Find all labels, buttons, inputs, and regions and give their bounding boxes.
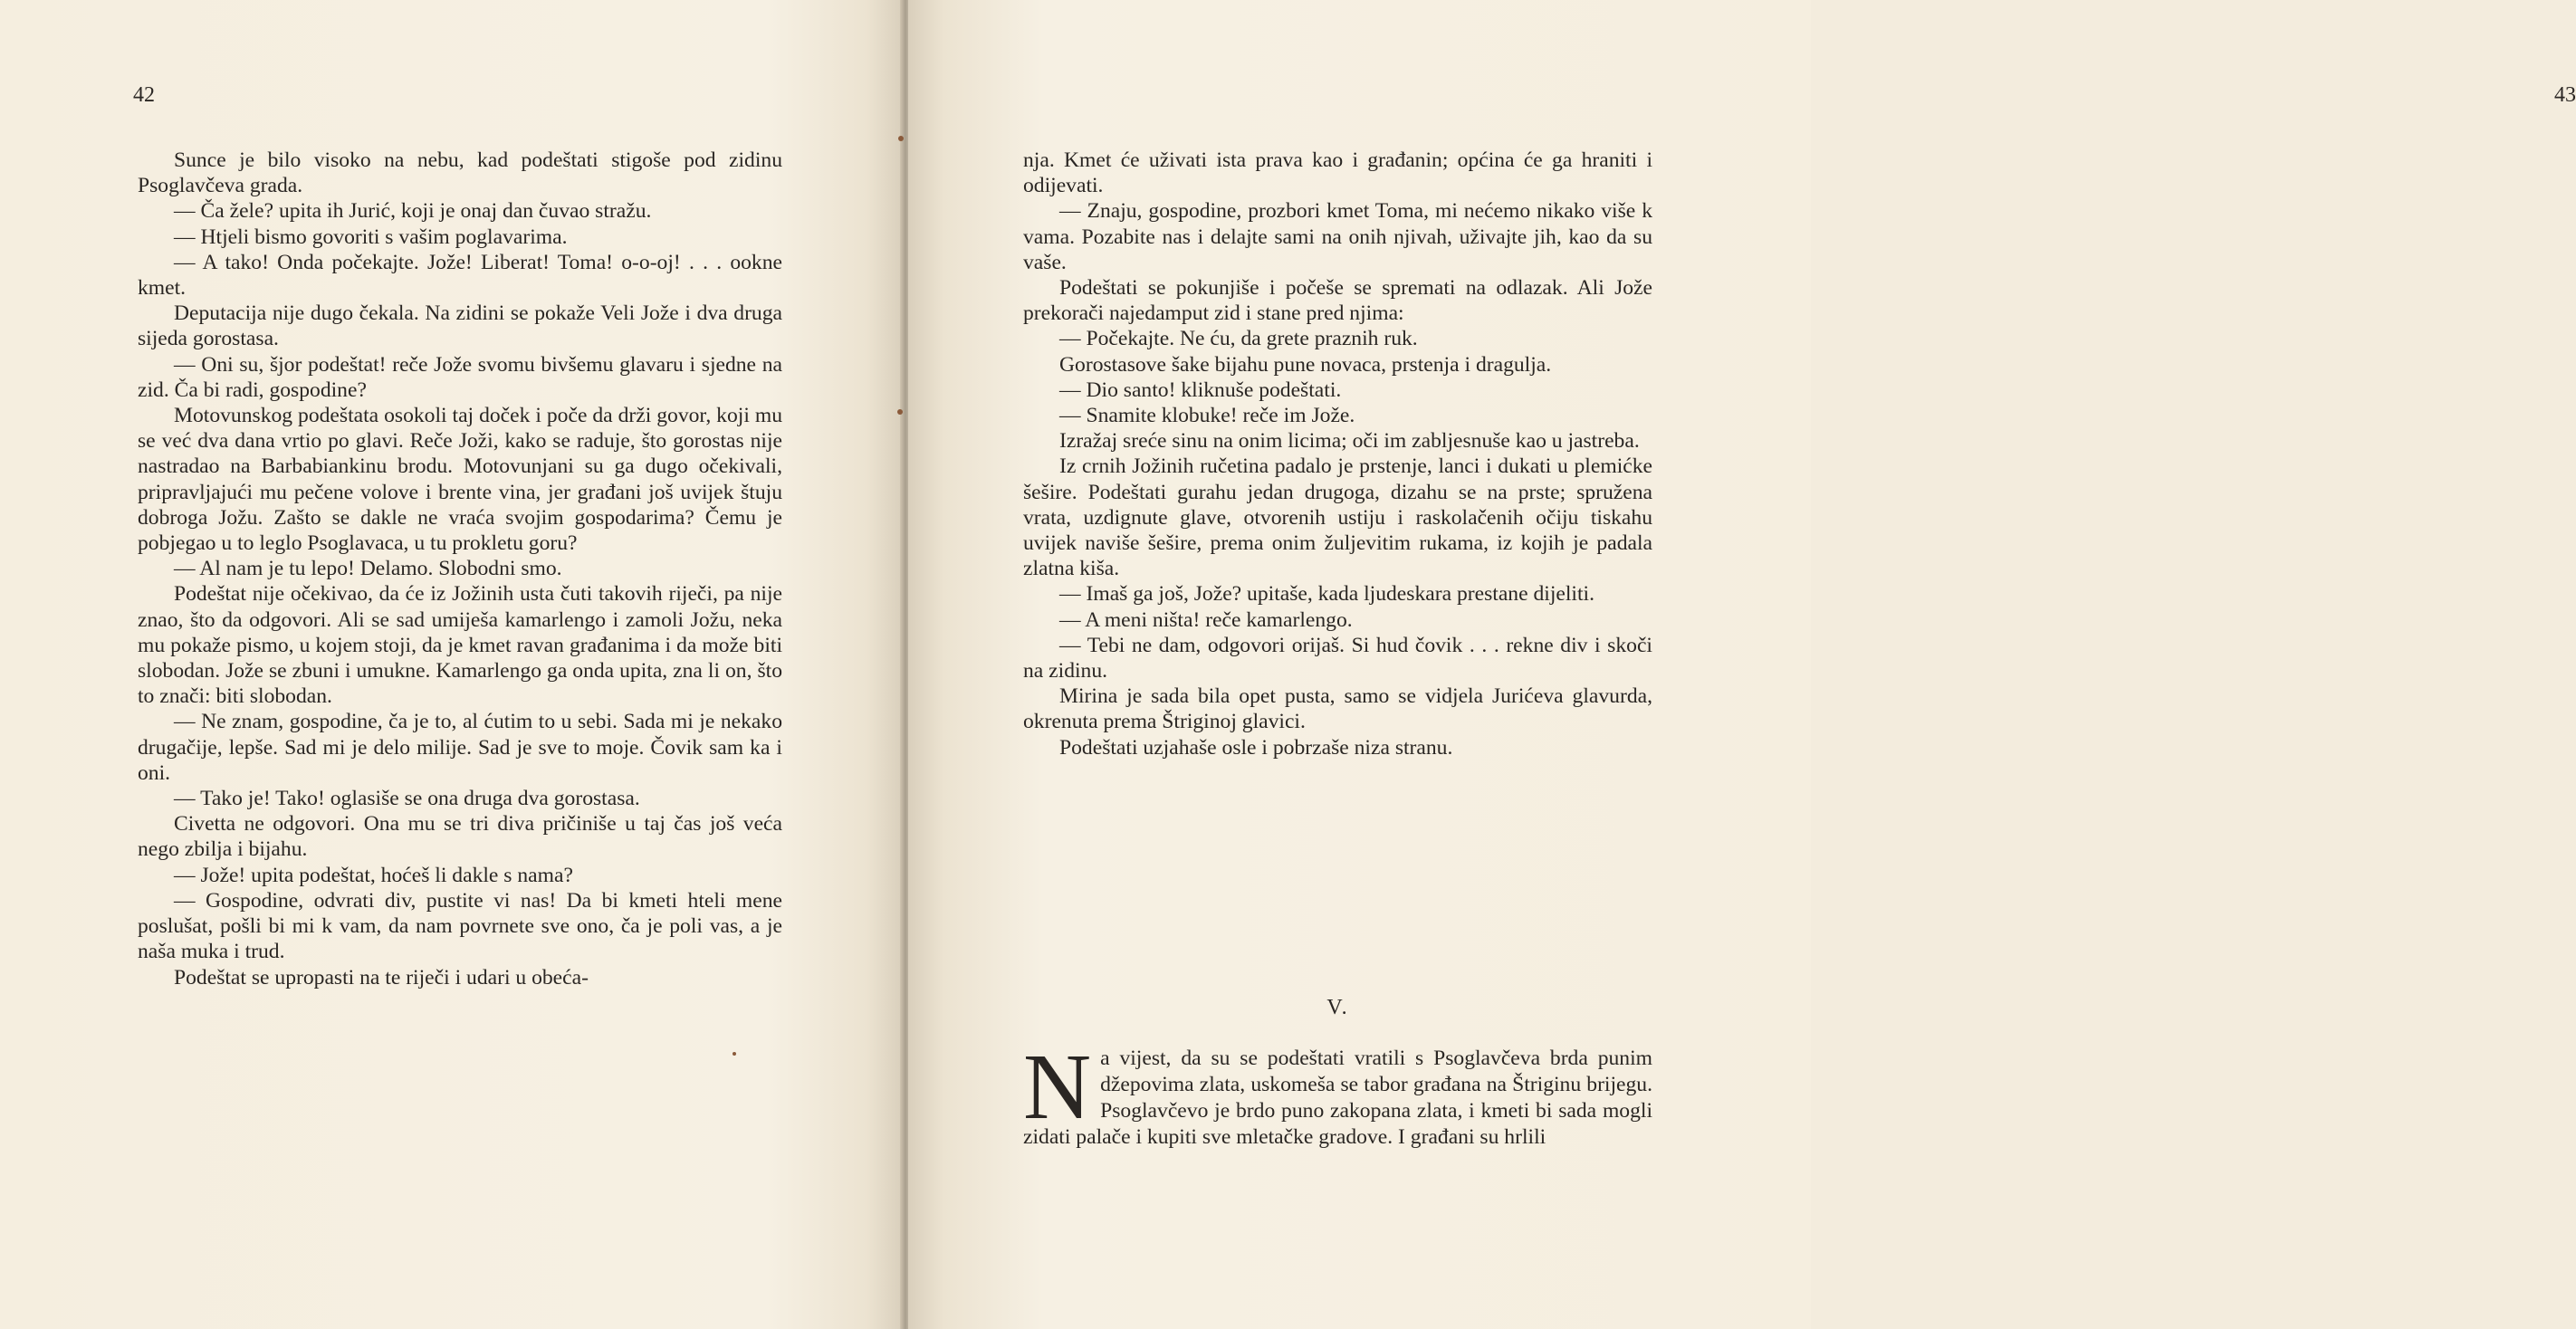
binding-mark-icon xyxy=(898,136,904,141)
paragraph: — Znaju, gospodine, prozbori kmet Toma, mi nećemo nikako više k vama. Pozabite nas i delajte sami na onih njivah, uživajte jih, kao da su vaše. xyxy=(1023,199,1652,274)
page-number-right: 43 xyxy=(2554,83,2576,107)
paragraph: — Al nam je tu lepo! Delamo. Slobodni smo. xyxy=(174,557,562,581)
left-page xyxy=(0,0,903,1329)
paragraph: Podeštati se pokunjiše i počeše se spremati na odlazak. Ali Jože prekorači najedamput zid i stane pred njima: xyxy=(1023,276,1652,326)
paragraph: Mirina je sada bila opet pusta, samo se vidjela Jurićeva glavurda, okrenuta prema Štriginoj glavici. xyxy=(1023,684,1652,734)
binding-mark-icon xyxy=(897,409,903,415)
paragraph: — Ne znam, gospodine, ča je to, al ćutim to u sebi. Sada mi je nekako drugačije, lepše. Sad mi je delo milije. Sad je sve to moje. Čovik sam ka i oni. xyxy=(138,710,782,785)
paragraph: Iz crnih Jožinih ručetina padalo je prstenje, lanci i dukati u plemićke šešire. Podeštati gurahu jedan drugoga, dizahu se na prste; spružena vrata, uzdignute glave, otvorenih ustiju i raskolačenih očiju tiskahu uvijek naviše šešire, prema onim žuljevitim rukama, iz kojih je padala zlatna kiša. xyxy=(1023,454,1652,581)
paragraph: — Tebi ne dam, odgovori orijaš. Si hud čovik . . . rekne div i skoči na zidinu. xyxy=(1023,633,1652,684)
paragraph: Motovunskog podeštata osokoli taj doček i poče da drži govor, koji mu se već dva dana vrtio po glavi. Reče Joži, kako se raduje, što gorostas nije nastradao na Barbabiankinu brodu. Motovunjani su ga dugo očekivali, pripravljajući mu pečene volove i brente vina, jer građani još uvijek štuju dobroga Jožu. Zašto se dakle ne vraća svojim gospodarima? Čemu je pobjegao u to leglo Psoglavaca, u tu prokletu goru? xyxy=(138,404,782,556)
paragraph: — Ča žele? upita ih Jurić, koji je onaj dan čuvao stražu. xyxy=(174,199,652,224)
paragraph: Podeštat nije očekivao, da će iz Jožinih usta čuti takovih riječi, pa nije znao, što da odgovori. Ali se sad umiješa kamarlengo i zamoli Jožu, neka mu pokaže pismo, u kojem stoji, da je kmet ravan građanima i da može biti slobodan. Jože se zbuni i umukne. Kamarlengo ga onda upita, zna li on, što to znači: biti slobodan. xyxy=(138,582,782,709)
paragraph: Podeštati uzjahaše osle i pobrzaše niza stranu. xyxy=(1059,735,1453,760)
paragraph: nja. Kmet će uživati ista prava kao i građanin; općina će ga hraniti i odijevati. xyxy=(1023,148,1652,198)
paragraph: — A tako! Onda počekajte. Jože! Liberat! Toma! o-o-oj! . . . ookne kmet. xyxy=(138,250,782,301)
paragraph: Sunce je bilo visoko na nebu, kad podeštati stigoše pod zidinu Psoglavčeva grada. xyxy=(138,148,782,198)
paragraph: Izražaj sreće sinu na onim licima; oči im zabljesnuše kao u jastreba. xyxy=(1059,429,1640,454)
ink-dot-icon xyxy=(733,1052,736,1056)
paragraph: Deputacija nije dugo čekala. Na zidini se pokaže Veli Jože i dva druga sijeda gorostasa. xyxy=(138,301,782,351)
chapter-heading: V. xyxy=(1326,996,1349,1019)
paragraph: — Jože! upita podeštat, hoćeš li dakle s nama? xyxy=(174,863,573,887)
paragraph: Civetta ne odgovori. Ona mu se tri diva pričiniše u taj čas još veća nego zbilja i bijahu. xyxy=(138,812,782,862)
paragraph: Podeštat se upropasti na te riječi i udari u obeća- xyxy=(174,965,589,990)
paragraph: — Htjeli bismo govoriti s vašim poglavarima. xyxy=(174,225,568,249)
paragraph: — Tako je! Tako! oglasiše se ona druga dva gorostasa. xyxy=(174,787,640,811)
paragraph: Gorostasove šake bijahu pune novaca, prstenja i dragulja. xyxy=(1059,352,1552,377)
paragraph: — A meni ništa! reče kamarlengo. xyxy=(1059,607,1353,632)
paragraph: — Dio santo! kliknuše podeštati. xyxy=(1059,378,1342,402)
paragraph: — Imaš ga još, Jože? upitaše, kada ljudeskara prestane dijeliti. xyxy=(1059,582,1594,607)
paragraph: — Gospodine, odvrati div, pustite vi nas! Da bi kmeti hteli mene poslušat, pošli bi mi k vam, da nam povrnete sve ono, ča je poli vas, a je naša muka i trud. xyxy=(138,888,782,964)
left-page-text xyxy=(138,148,782,990)
paragraph: — Oni su, šjor podeštat! reče Jože svomu bivšemu glavaru i sjedne na zid. Ča bi radi, gospodine? xyxy=(138,352,782,402)
paragraph: — Snamite klobuke! reče im Jože. xyxy=(1059,404,1355,428)
paragraph: — Počekajte. Ne ću, da grete praznih ruk. xyxy=(1059,327,1418,351)
chapter-opening-text xyxy=(1023,1035,1652,1151)
chapter-body: a vijest, da su se podeštati vratili s Psoglavčeva brda punim džepovima zlata, uskomeša se tabor građana na Štriginu brijegu. Psoglavčevo je brdo puno zakopana zlata, i kmeti bi sada mogli zidati palače i kupiti sve mletačke gradove. I građani su hrlili xyxy=(1023,1047,1652,1149)
right-page-text xyxy=(1023,148,1652,760)
page-number-left: 42 xyxy=(133,83,155,107)
drop-cap: N xyxy=(1023,1035,1092,1139)
